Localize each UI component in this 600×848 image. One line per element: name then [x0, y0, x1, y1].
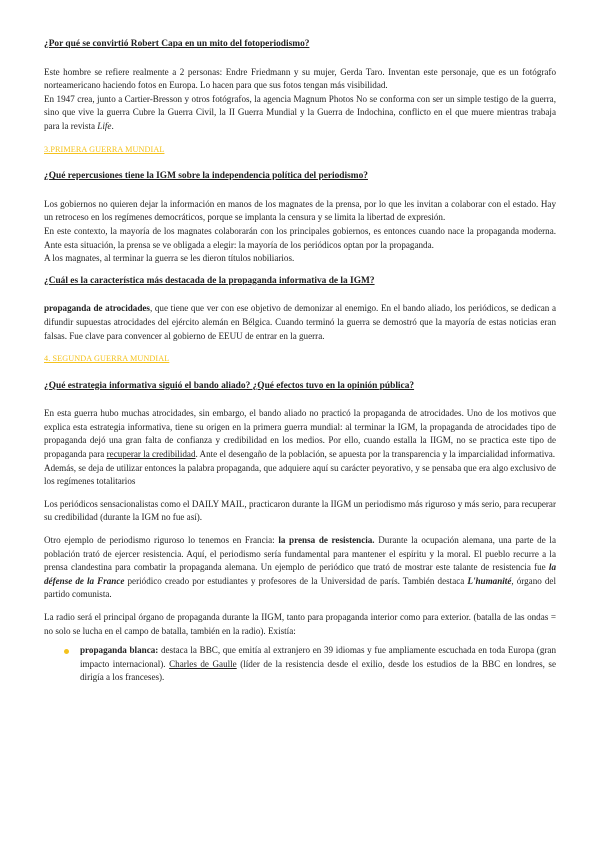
magnum-text: En 1947 crea, junto a Cartier-Bresson y otros fotógrafos, la agencia Magnum Photos No se conforma con ser un simple testigo de la guerra, sino que vive la guerra Cubre la Guerra Civil, la II Guerra Mundial y la Guerra de Indochina, conflicto en el que muere mientras trabaja para la revista [44, 93, 556, 131]
paragraph-radio: La radio será el principal órgano de propaganda durante la IIGM, tanto para propaganda interior como para exterior. (batalla de las ondas = no solo se lucha en el campo de batalla, también en la radio). Existía: [44, 612, 556, 636]
atrocities-term: propaganda de atrocidades [44, 303, 150, 314]
paragraph-capa-identity: Este hombre se refiere realmente a 2 personas: Endre Friedmann y su mujer, Gerda Taro. Inventan este personaje, que es un fotógrafo norteamericano haciendo fotos en Europa. Lo hacen para que sus fotos tengan más visibilidad. [44, 66, 556, 91]
resistance-text-c: Durante la ocupación alemana, una parte de la población trató de ejercer resistencia. Aquí, el periodismo sería fundamental para mantener el espíritu y la moral. El pueblo recurre a la prensa clandestina para combatir la propaganda alemana. Un ejemplo de periódico que trató de mostrar este talante de resistencia fue [44, 535, 556, 573]
paragraph-allied-strategy [44, 407, 556, 461]
strategy-text: En esta guerra hubo muchas atrocidades, sin embargo, el bando aliado no practicó la propaganda de atrocidades. Uno de los motivos que explica esta estrategia informativa, tiene su origen en la primera guerra mundial: al terminar la IGM, la propaganda de atrocidades tipo de propaganda dejó una gran falta de confianza y credibilidad en los medios. Por ello, cuando estalla la IIGM, no se practica este tipo de propaganda para [44, 408, 556, 460]
paragraph-magnum-photos [44, 93, 556, 134]
propaganda-types-list [44, 644, 556, 685]
atrocities-text: , que tiene que ver con ese objetivo de demonizar al enemigo. En el bando aliado, los periódicos, se dedican a difundir supuestas atrocidades del ejército alemán en Bélgica. Cuando terminó la guerra se demostró que la mayoría de estas noticias eran falsas. Fue clave para convencer al gobierno de EEUU de entrar en la guerra. [44, 303, 556, 341]
de-gaulle-text: (líder de la resistencia desde el exilio, desde los estudios de la BBC en londres, se dirigía a los franceses). [80, 658, 557, 683]
life-magazine-title: Life [97, 120, 112, 131]
question-igm-independence: ¿Qué repercusiones tiene la IGM sobre la independencia política del periodismo? [44, 171, 368, 182]
section-heading-second-world-war: 4. SEGUNDA GUERRA MUNDIAL [44, 354, 170, 364]
magnum-text-end: . [111, 120, 114, 131]
resistance-text-a: Otro ejemplo de periodismo riguroso lo tenemos en Francia: [44, 535, 279, 546]
list-item [44, 644, 556, 685]
question-allied-strategy: ¿Qué estrategia informativa siguió el bando aliado? ¿Qué efectos tuvo en la opinión pública? [44, 380, 415, 391]
resistance-press-term: la prensa de resistencia. [278, 535, 375, 546]
question-igm-propaganda: ¿Cuál es la característica más destacada de la propaganda informativa de la IGM? [44, 275, 375, 286]
paragraph-modern-propaganda: En este contexto, la mayoría de los magnates colaborarán con los principales gobiernos, es entonces cuando nace la propaganda moderna. Ante esta situación, la prensa se ve obligada a elegir: la mayoría de los periódicos optan por la propaganda. [44, 225, 556, 250]
section-heading-first-world-war: 3.PRIMERA GUERRA MUNDIAL [44, 144, 165, 154]
paragraph-french-resistance [44, 534, 556, 602]
paragraph-noble-titles: A los magnates, al terminar la guerra se les dieron títulos nobiliarios. [44, 253, 295, 264]
paragraph-governments: Los gobiernos no quieren dejar la información en manos de los magnates de la prensa, por lo que les invitan a colaborar con el estado. Hay un retroceso en los regímenes democráticos, porque se implanta la censura y se limita la libertad de expresión. [44, 198, 556, 223]
de-gaulle-underlined: Charles de Gaulle [169, 658, 237, 669]
question-robert-capa: ¿Por qué se convirtió Robert Capa en un mito del fotoperiodismo? [44, 39, 310, 49]
bullet-icon [64, 649, 69, 654]
bbc-text: destaca la BBC, que emitía al extranjero en 39 idiomas y fue ampliamente escuchada en toda Europa (gran impacto internacional). [80, 645, 556, 669]
paragraph-daily-mail: Los periódicos sensacionalistas como el DAILY MAIL, practicaron durante la IIGM un periodismo más riguroso y más serio, para recuperar su credibilidad (durante la IGM no fue así). [44, 498, 556, 523]
paragraph-atrocities [44, 302, 556, 343]
defense-de-la-france-title: la défense de la France [44, 562, 556, 586]
humanite-title: L'humanité [467, 575, 512, 586]
white-propaganda-term: propaganda blanca: [80, 645, 159, 656]
strategy-text-end: . Ante el desengaño de la población, se apuesta por la transparencia y la imparcialidad informativa. [195, 449, 556, 460]
credibility-underlined: recuperar la credibilidad [106, 449, 196, 460]
resistance-text-d: periódico creado por estudiantes y profesores de la Universidad de parís. También destaca [124, 575, 468, 586]
resistance-text-e: , órgano del partido comunista. [44, 575, 556, 600]
paragraph-propaganda-word: Además, se deja de utilizar entonces la palabra propaganda, que adquiere aquí su carácter peyorativo, y se pensaba que era algo exclusivo de los regímenes totalitarios [44, 462, 556, 487]
